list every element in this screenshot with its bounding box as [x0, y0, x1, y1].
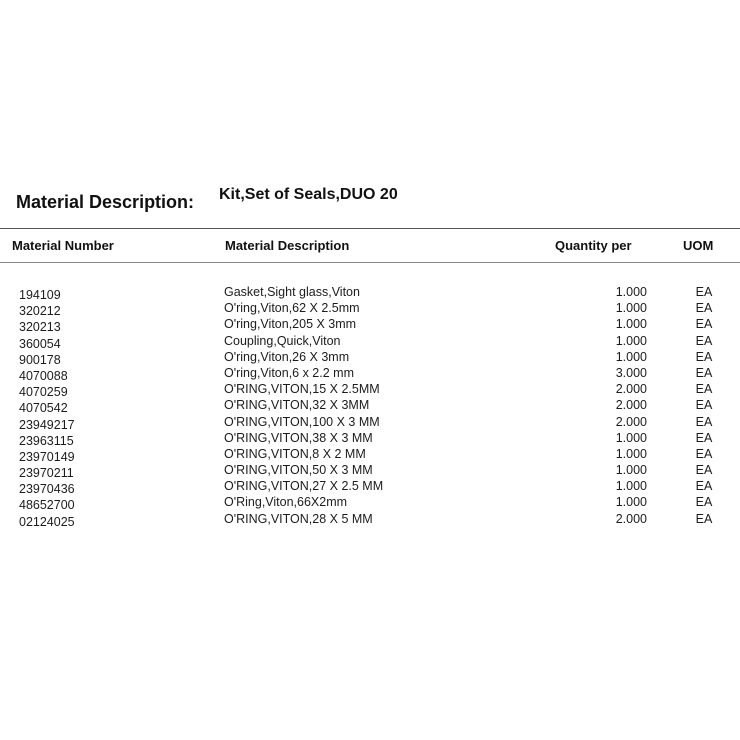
cell-material-description: O'RING,VITON,100 X 3 MM [224, 414, 380, 429]
table-header-divider [0, 262, 740, 263]
cell-quantity-per: 1.000 [615, 285, 647, 299]
table-row [0, 447, 740, 463]
table-row [0, 495, 740, 511]
cell-material-description: O'RING,VITON,28 X 5 MM [224, 511, 373, 526]
material-description-label: Material Description: [16, 192, 195, 212]
cell-material-number: 23970436 [19, 482, 75, 497]
cell-uom: EA [695, 317, 713, 332]
cell-material-number: 4070259 [19, 385, 68, 400]
cell-quantity-per: 2.000 [615, 382, 647, 397]
cell-uom: EA [695, 333, 713, 348]
cell-material-description: O'RING,VITON,38 X 3 MM [224, 430, 373, 445]
table-row [0, 479, 740, 495]
cell-material-number: 48652700 [19, 498, 75, 513]
cell-uom: EA [695, 301, 713, 316]
cell-quantity-per: 1.000 [615, 430, 647, 445]
table-row [0, 512, 740, 528]
cell-uom: EA [695, 285, 713, 299]
cell-material-description: O'ring,Viton,205 X 3mm [224, 317, 357, 332]
cell-material-number: 23949217 [19, 417, 75, 432]
cell-uom: EA [695, 463, 713, 478]
table-row [0, 463, 740, 479]
cell-material-number: 23963115 [19, 433, 74, 448]
cell-uom: EA [695, 414, 713, 429]
table-row [0, 334, 740, 350]
cell-quantity-per: 1.000 [615, 317, 647, 332]
cell-material-description: O'Ring,Viton,66X2mm [224, 495, 348, 510]
cell-uom: EA [695, 495, 713, 510]
table-row [0, 285, 740, 301]
cell-uom: EA [695, 430, 713, 445]
cell-quantity-per: 2.000 [615, 398, 647, 413]
cell-material-description: O'ring,Viton,62 X 2.5mm [224, 301, 360, 316]
material-description-value: Kit,Set of Seals,DUO 20 [219, 186, 398, 203]
table-row [0, 366, 740, 382]
table-row [0, 382, 740, 398]
cell-quantity-per: 1.000 [615, 479, 647, 494]
table-row [0, 431, 740, 447]
table-row [0, 317, 740, 333]
cell-material-description: O'RING,VITON,50 X 3 MM [224, 463, 373, 478]
column-header-uom: UOM [683, 238, 714, 253]
cell-quantity-per: 1.000 [615, 495, 647, 510]
table-row [0, 350, 740, 366]
cell-material-number: 02124025 [19, 514, 75, 529]
cell-material-description: O'ring,Viton,6 x 2.2 mm [224, 365, 354, 380]
cell-uom: EA [695, 479, 713, 494]
cell-material-description: Coupling,Quick,Viton [224, 333, 341, 348]
cell-material-description: O'RING,VITON,15 X 2.5MM [224, 382, 380, 397]
cell-material-description: O'RING,VITON,8 X 2 MM [224, 446, 366, 461]
cell-uom: EA [695, 398, 713, 413]
cell-material-description: O'RING,VITON,32 X 3MM [224, 398, 370, 413]
cell-uom: EA [695, 446, 713, 461]
cell-material-number: 23970211 [19, 466, 74, 481]
cell-quantity-per: 3.000 [615, 365, 647, 380]
cell-quantity-per: 2.000 [615, 414, 647, 429]
cell-material-number: 360054 [19, 336, 61, 351]
cell-material-number: 4070088 [19, 368, 68, 383]
cell-material-number: 320212 [19, 304, 61, 319]
cell-material-number: 320213 [19, 320, 61, 335]
cell-uom: EA [695, 382, 713, 397]
table-row [0, 398, 740, 414]
cell-material-description: Gasket,Sight glass,Viton [224, 285, 360, 299]
cell-quantity-per: 1.000 [615, 463, 647, 478]
cell-material-number: 4070542 [19, 401, 68, 416]
cell-uom: EA [695, 365, 713, 380]
cell-uom: EA [695, 349, 713, 364]
cell-quantity-per: 1.000 [615, 349, 647, 364]
cell-material-number: 194109 [19, 288, 61, 302]
cell-quantity-per: 1.000 [615, 446, 647, 461]
table-row [0, 415, 740, 431]
cell-quantity-per: 1.000 [615, 301, 647, 316]
column-header-quantity-per: Quantity per [555, 238, 632, 253]
table-top-divider [0, 228, 740, 229]
cell-material-number: 23970149 [19, 449, 75, 464]
cell-material-description: O'ring,Viton,26 X 3mm [224, 349, 350, 364]
table-body [0, 285, 740, 528]
cell-quantity-per: 2.000 [615, 511, 647, 526]
cell-uom: EA [695, 511, 713, 526]
cell-material-number: 900178 [19, 352, 61, 367]
cell-quantity-per: 1.000 [615, 333, 647, 348]
cell-material-description: O'RING,VITON,27 X 2.5 MM [224, 479, 384, 494]
column-header-material-description: Material Description [225, 238, 350, 253]
table-row [0, 301, 740, 317]
column-header-material-number: Material Number [12, 238, 114, 253]
